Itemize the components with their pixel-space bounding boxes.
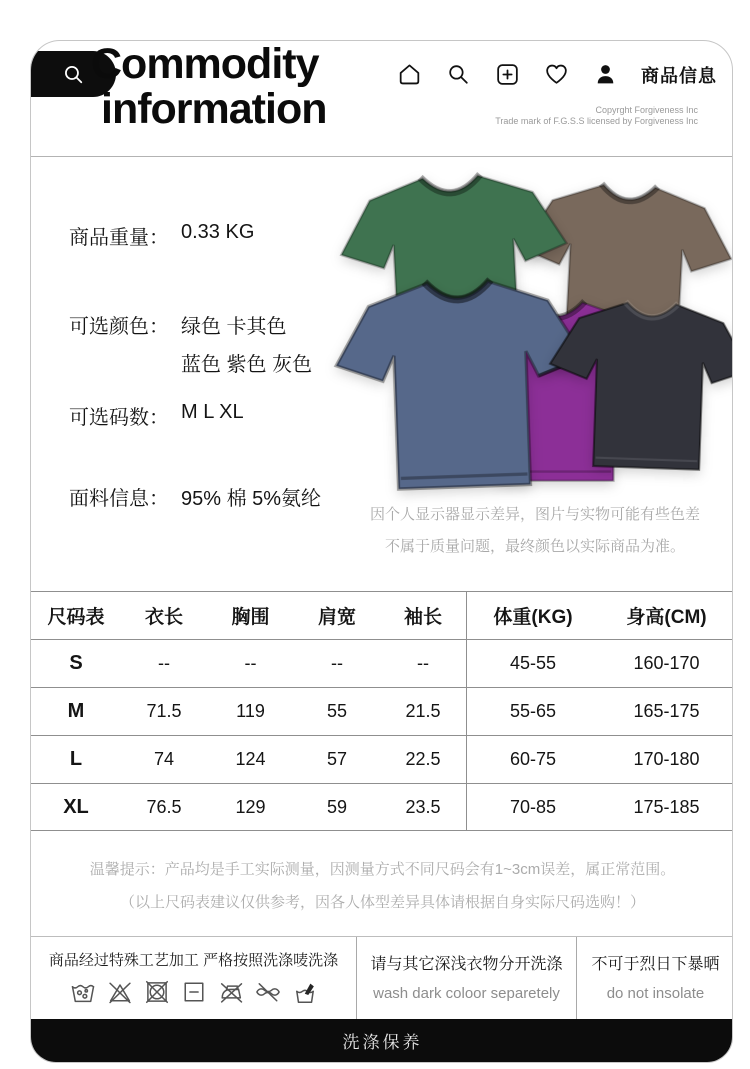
page-title-line2: information (101, 85, 327, 133)
value-cell: 124 (235, 749, 266, 769)
copyright-text (495, 105, 698, 127)
value-cell: 74 (153, 749, 175, 769)
table-row-s (31, 639, 733, 687)
value-cell: 60-75 (466, 736, 599, 783)
dry-flat-icon (180, 978, 208, 1006)
value-cell: 23.5 (405, 796, 441, 817)
value-cell: 76.5 (146, 796, 182, 817)
header-divider (31, 156, 732, 157)
sizes-label: 可选码数： (69, 407, 169, 429)
size-cell: L (69, 748, 83, 770)
no-sun-en: do not insolate (606, 985, 705, 1002)
value-cell: 170-180 (633, 749, 700, 769)
laundry-icons (31, 978, 356, 1006)
machine-wash-icon (69, 978, 97, 1006)
nav-label: 商品信息 (641, 65, 717, 86)
col-header: 肩宽 (317, 607, 356, 628)
tips-line2: （以上尺码表建议仅供参考，因各人体型差异具体请根据自身实际尺码选购！） (119, 894, 645, 911)
separate-wash-en: wash dark coloor separetely (373, 985, 560, 1002)
care-cell-no-sun (576, 937, 733, 1021)
do-not-tumble-dry-icon (143, 978, 171, 1006)
table-row-xl (31, 783, 733, 831)
value-cell: 175-185 (633, 796, 700, 817)
size-table (31, 591, 733, 831)
tips-line1: 温馨提示：产品均是手工实际测量，因测量方式不同尺码会有1~3cm误差，属正常范围。 (89, 861, 676, 878)
colors-label: 可选颜色： (69, 316, 169, 338)
color-disclaimer (339, 499, 731, 563)
care-process-text: 商品经过特殊工艺加工 严格按照洗涤唛洗涤 (48, 952, 339, 969)
weight-value: 0.33 KG (181, 221, 255, 243)
size-cell: S (69, 652, 83, 674)
value-cell: 59 (326, 796, 348, 817)
col-header: 衣长 (144, 607, 183, 628)
footer-bar (31, 1019, 733, 1062)
nav-bar (396, 61, 717, 88)
table-row-m (31, 687, 733, 735)
do-not-bleach-icon (106, 978, 134, 1006)
value-cell: 165-175 (633, 701, 700, 721)
col-header: 胸围 (231, 607, 270, 628)
table-row-l (31, 735, 733, 783)
no-sun-cn: 不可于烈日下暴晒 (591, 956, 720, 973)
size-table-header-row (31, 591, 733, 639)
disclaimer-line1: 因个人显示器显示差异，图片与实物可能有些色差 (369, 506, 700, 523)
colors-value-line2: 蓝色 紫色 灰色 (181, 354, 313, 376)
value-cell: 55 (326, 701, 348, 721)
col-header: 体重(KG) (466, 592, 599, 639)
hand-dye-brush-icon (291, 978, 319, 1006)
footer-label: 洗涤保养 (342, 1033, 423, 1052)
copyright-line2: Trade mark of F.G.S.S licensed by Forgiveness Inc (495, 116, 698, 126)
user-icon[interactable] (592, 61, 619, 88)
copyright-line1: Copyrght Forgiveness Inc (595, 105, 698, 115)
care-cell-separate-wash (356, 937, 576, 1021)
add-icon[interactable] (494, 61, 521, 88)
col-header: 尺码表 (47, 607, 105, 628)
search-nav-icon[interactable] (445, 61, 472, 88)
disclaimer-line2: 不属于质量问题，最终颜色以实际商品为准。 (384, 538, 685, 555)
fabric-value: 95% 棉 5%氨纶 (181, 488, 322, 510)
measurement-tips (31, 853, 733, 919)
value-cell: 160-170 (633, 653, 700, 673)
info-card (30, 40, 733, 1063)
tshirt-dark (540, 289, 733, 482)
value-cell: 71.5 (146, 701, 182, 721)
do-not-iron-icon (217, 978, 245, 1006)
page-title-line1: Commodity (91, 40, 319, 88)
value-cell: -- (417, 653, 429, 673)
value-cell: 70-85 (466, 784, 599, 830)
do-not-wring-icon (254, 978, 282, 1006)
col-header: 身高(CM) (626, 607, 707, 628)
search-icon (60, 61, 87, 88)
sizes-value: M L XL (181, 401, 244, 423)
page-title (91, 42, 326, 132)
value-cell: 21.5 (405, 701, 441, 721)
size-cell: M (67, 700, 85, 722)
care-instructions-row (31, 936, 733, 1021)
value-cell: 45-55 (466, 640, 599, 687)
size-cell: XL (63, 795, 89, 818)
value-cell: -- (331, 653, 343, 673)
value-cell: 129 (235, 796, 266, 817)
home-icon[interactable] (396, 61, 423, 88)
value-cell: -- (244, 653, 257, 673)
colors-value-line1: 绿色 卡其色 (181, 316, 287, 338)
value-cell: 55-65 (466, 688, 599, 735)
col-header: 袖长 (403, 607, 442, 628)
value-cell: 22.5 (405, 749, 441, 769)
heart-icon[interactable] (543, 61, 570, 88)
care-cell-process (31, 937, 356, 1021)
value-cell: 57 (326, 749, 348, 769)
weight-label: 商品重量： (69, 227, 169, 249)
value-cell: -- (158, 653, 170, 673)
value-cell: 119 (236, 701, 265, 721)
fabric-label: 面料信息： (69, 488, 169, 510)
separate-wash-cn: 请与其它深浅衣物分开洗涤 (370, 956, 563, 973)
